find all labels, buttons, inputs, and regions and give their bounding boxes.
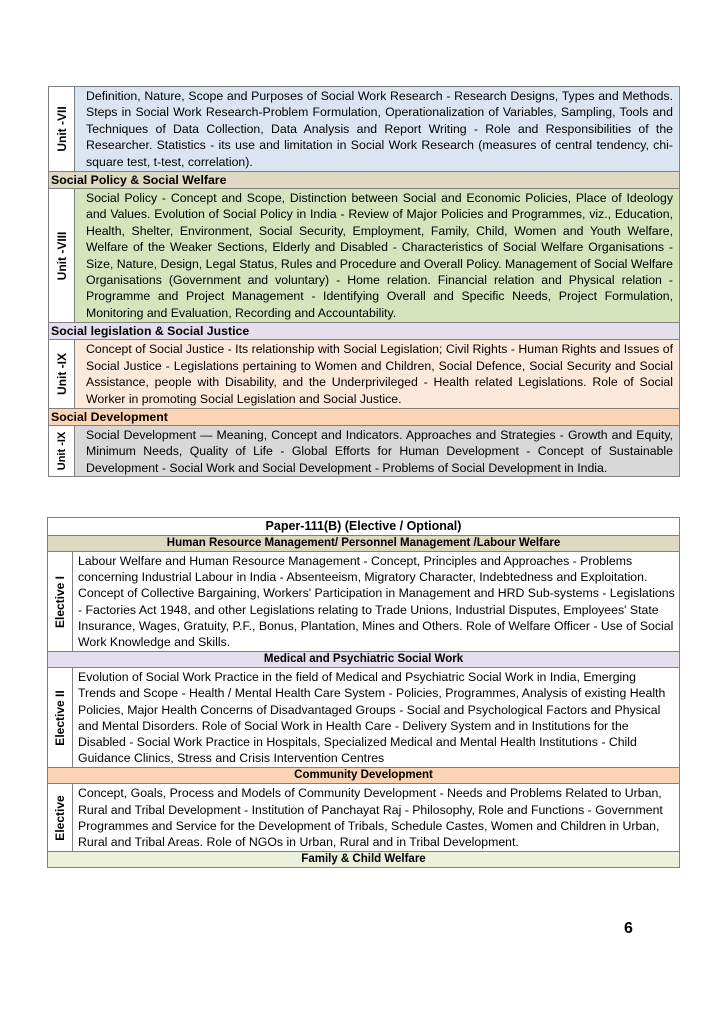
syllabus-table-units: [48, 86, 680, 477]
unit-label: Unit -IX: [55, 431, 68, 471]
unit-label: Unit -VII: [54, 106, 69, 152]
unit-ix-label-cell: [49, 425, 75, 476]
elective-i-row: [48, 552, 680, 652]
unit-label: Unit -VIII: [54, 231, 69, 280]
elective-ii-row: [48, 668, 680, 768]
elective-i-content: Labour Welfare and Human Resource Management - Concept, Principles and Approaches - Problems concerning Industrial Labour in India - Absenteeism, Migratory Character, Indebtedness and Exploitation. Concept of Collective Bargaining, Workers' Participation in Management and HRD Sub-systems - Legislations - Factories Act 1948, and other Legislations relating to Trade Unions, Industrial Disputes, Employees' State Insurance, Wages, Gratuity, P.F., Bonus, Plantation, Mines and Others. Role of Welfare Officer - Use of Social Work Knowledge and Skills.: [73, 552, 680, 652]
section-heading-hrm: Human Resource Management/ Personnel Management /Labour Welfare: [48, 536, 680, 552]
section-heading-social-policy: Social Policy & Social Welfare: [49, 172, 680, 189]
unit-ix-row-a: [49, 340, 680, 409]
unit-vii-content: Definition, Nature, Scope and Purposes of Social Work Research - Research Designs, Types and Methods. Steps in Social Work Research-Problem Formulation, Operationalization of Variables, Sampling, Tools and Techniques of Data Collection, Data Analysis and Report Writing - Role and Responsibilities of the Researcher. Statistics - its use and limitation in Social Work Research (measures of central tendency, chi-square test, t-test, correlation).: [75, 87, 680, 172]
unit-vii-row: [49, 87, 680, 172]
elective-ii-label-cell: [48, 668, 73, 768]
paper-title: Paper-111(B) (Elective / Optional): [48, 518, 680, 536]
unit-viii-row: [49, 189, 680, 323]
elective-iii-label-cell: [48, 784, 73, 852]
elective-i-label-cell: [48, 552, 73, 652]
elective-label: Elective: [53, 795, 67, 841]
elective-iii-content: Concept, Goals, Process and Models of Community Development - Needs and Problems Related to Urban, Rural and Tribal Development - Institution of Panchayat Raj - Philosophy, Role and Functions - Government Programmes and Service for the Development of Tribals, Schedule Castes, Women and Children in Urban, Rural and Tribal Areas. Role of NGOs in Urban, Rural and in Tribal Development.: [73, 784, 680, 852]
page-number: 6: [624, 920, 633, 937]
section-heading-community: Community Development: [48, 768, 680, 784]
section-heading-medical: Medical and Psychiatric Social Work: [48, 652, 680, 668]
unit-viii-label-cell: [49, 189, 75, 323]
unit-ix-label-cell: [49, 340, 75, 409]
unit-label: Unit -IX: [54, 353, 69, 396]
unit-ix-content-a: Concept of Social Justice - Its relationship with Social Legislation; Civil Rights - Human Rights and Issues of Social Justice - Legislations pertaining to Women and Children, Social Defence, Social Security and Social Assistance, people with Disability, and the Underprivileged - Health related Legislations. Role of Social Worker in promoting Social Legislation and Social Justice.: [75, 340, 680, 409]
elective-ii-content: Evolution of Social Work Practice in the field of Medical and Psychiatric Social Work in India, Emerging Trends and Scope - Health / Mental Health Care System - Policies, Programmes, Analysis of existing Health Policies, Major Health Concerns of Disadvantaged Groups - Social and Psychological Factors and Physical and Mental Disorders. Role of Social Work in Health Care - Delivery System and in Institutions for the Disabled - Social Work Practice in Hospitals, Specialized Medical and Mental Health Institutions - Child Guidance Clinics, Stress and Crisis Intervention Centres: [73, 668, 680, 768]
unit-ix-row-b: [49, 425, 680, 476]
section-heading-social-legislation: Social legislation & Social Justice: [49, 323, 680, 340]
elective-label: Elective I: [53, 575, 67, 628]
section-heading-family: Family & Child Welfare: [48, 852, 680, 868]
unit-ix-content-b: Social Development — Meaning, Concept and Indicators. Approaches and Strategies - Growth and Equity, Minimum Needs, Quality of Life - Global Efforts for Human Development - Concept of Sustainable Development - Social Work and Social Development - Problems of Social Development in India.: [75, 425, 680, 476]
unit-vii-label-cell: [49, 87, 75, 172]
unit-viii-content: Social Policy - Concept and Scope, Distinction between Social and Economic Policies, Place of Ideology and Values. Evolution of Social Policy in India - Review of Major Policies and Programmes, viz., Education, Health, Shelter, Environment, Social Security, Employment, Family, Child, Women and Youth Welfare, Welfare of the Weaker Sections, Elderly and Disabled - Characteristics of Social Welfare Organisations -Size, Nature, Design, Legal Status, Rules and Procedure and Overall Policy. Management of Social Welfare Organisations (Government and voluntary) - Home relation. Financial relation and Physical relation - Programme and Project Management - Identifying Overall and Specific Needs, Project Formulation, Monitoring and Evaluation, Recording and Accountability.: [75, 189, 680, 323]
section-heading-social-development: Social Development: [49, 408, 680, 425]
elective-label: Elective II: [53, 690, 67, 746]
elective-table: [47, 517, 680, 868]
elective-iii-row: [48, 784, 680, 852]
